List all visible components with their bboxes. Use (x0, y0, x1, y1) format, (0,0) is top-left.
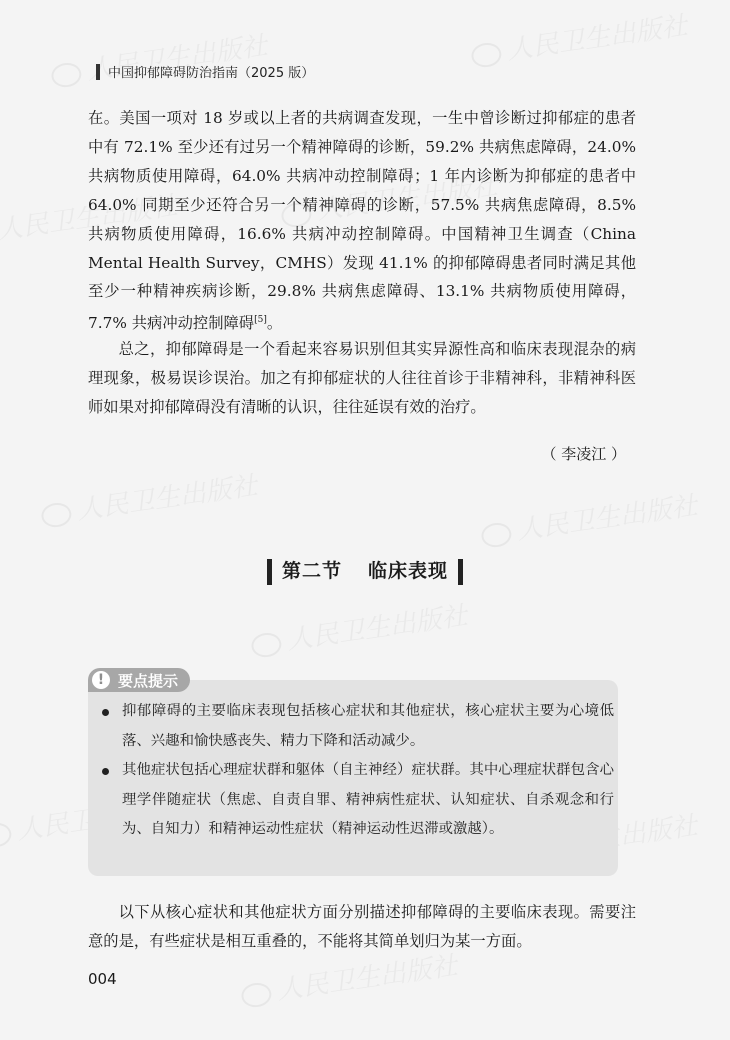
header-bar (96, 64, 100, 80)
key-point-text: 抑郁障碍的主要临床表现包括核心症状和其他症状，核心症状主要为心境低落、兴趣和愉快感丧失、精力下降和活动减少。 (122, 703, 614, 749)
exclamation-icon: ! (92, 671, 110, 689)
heading-bar-left (267, 559, 272, 585)
key-point-item (100, 697, 614, 756)
body-paragraph (88, 104, 636, 338)
running-header (96, 62, 314, 81)
body-paragraph: 总之，抑郁障碍是一个看起来容易识别但其实异源性高和临床表现混杂的病理现象，极易误诊误治。加之有抑郁症状的人往往首诊于非精神科，非精神科医师如果对抑郁障碍没有清晰的认识，往往延误有效的治疗。 (88, 340, 636, 416)
author-attribution: （ 李凌江 ） (541, 445, 626, 463)
key-points-list (100, 697, 614, 845)
running-title: 中国抑郁障碍防治指南（2025 版） (108, 66, 315, 81)
key-points-tab (88, 668, 190, 692)
heading-bar-right (458, 559, 463, 585)
section-number: 第二节 (281, 560, 342, 582)
paragraph-text: 在。美国一项对 18 岁或以上者的共病调查发现，一生中曾诊断过抑郁症的患者中有 72.1% 至少还有过另一个精神障碍的诊断，59.2% 共病焦虑障碍，24.0% 共病物质使用障碍，64.0% 共病冲动控制障碍；1 年内诊断为抑郁症的患者中 64.0% 同期至少还符合另一个精神障碍的诊断，57.5% 共病焦虑障碍，8.5% 共病物质使用障碍，16.6% 共病冲动控制障碍。中国精神卫生调查（China Mental Health Survey，CMHS）发现 41.1% 的抑郁障碍患者同时满足其他至少一种精神疾病诊断，29.8% 共病焦虑障碍、13.1% 共病物质使用障碍，7.7% 共病冲动控制障碍 (88, 109, 636, 333)
section-title: 临床表现 (368, 560, 449, 582)
watermark (478, 485, 699, 552)
page-number: 004 (88, 970, 117, 988)
key-point-text: 其他症状包括心理症状群和躯体（自主神经）症状群。其中心理症状群包含心理学伴随症状（焦虑、自责自罪、精神病性症状、认知症状、自杀观念和行为、自知力）和精神运动性症状（精神运动性迟滞或激越）。 (122, 762, 614, 837)
watermark (468, 5, 689, 72)
body-paragraph: 以下从核心症状和其他症状方面分别描述抑郁障碍的主要临床表现。需要注意的是，有些症状是相互重叠的，不能将其简单划归为某一方面。 (88, 903, 636, 950)
key-points-label: 要点提示 (118, 671, 179, 690)
bullet-icon (102, 768, 109, 775)
watermark (48, 25, 269, 92)
key-point-item (100, 756, 614, 845)
watermark (248, 595, 469, 662)
bullet-icon (102, 709, 109, 716)
citation-ref[interactable]: [5] (254, 315, 267, 326)
section-heading (0, 556, 730, 585)
paragraph-end: 。 (266, 314, 283, 333)
watermark (38, 465, 259, 532)
